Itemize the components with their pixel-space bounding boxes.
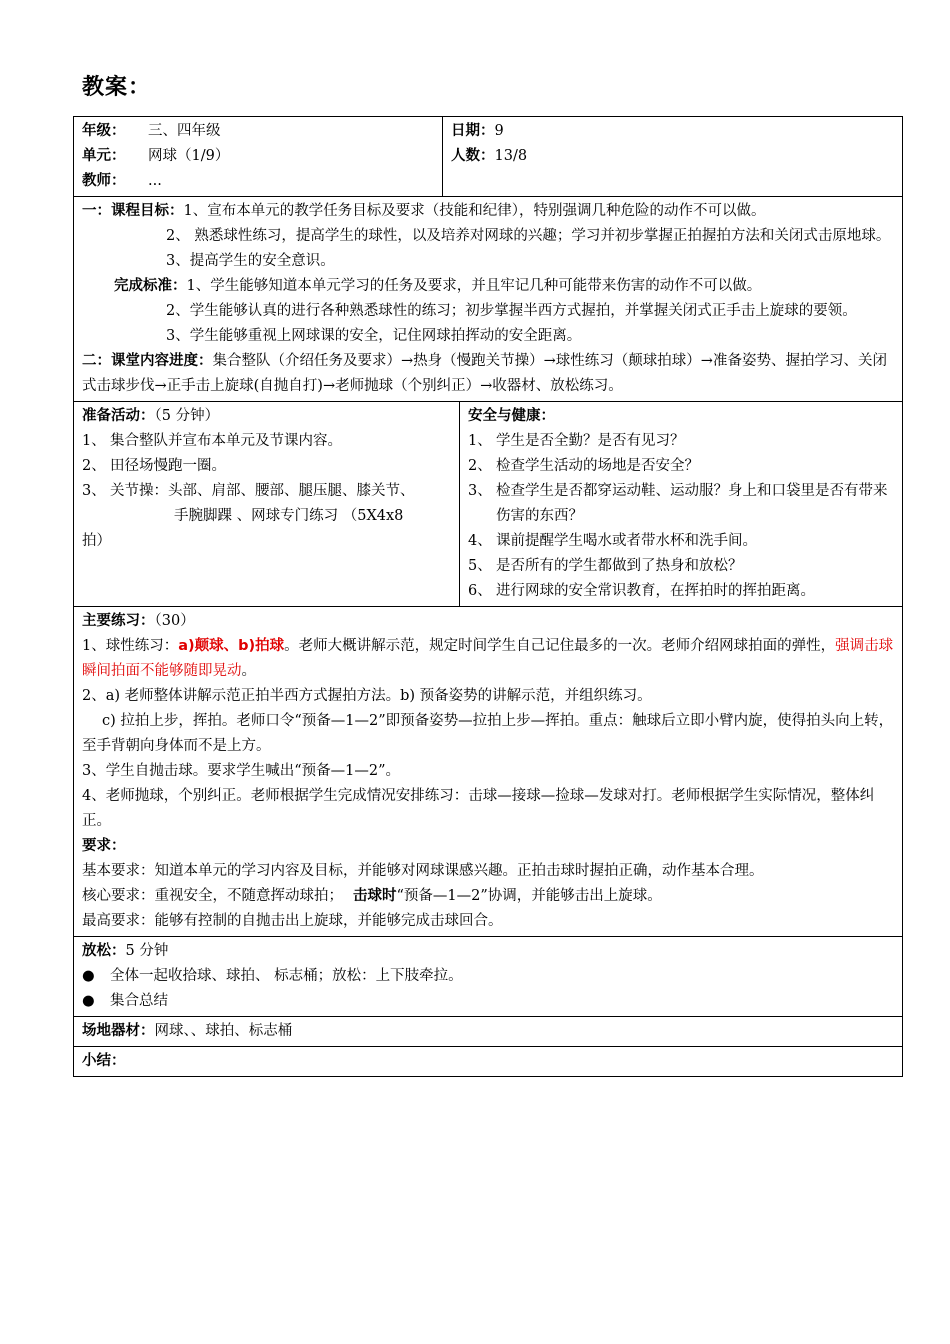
cooldown-item-1: ● 全体一起收拾球、球拍、 标志桶；放松：上下肢牵拉。 bbox=[82, 964, 896, 989]
standard-1: 1、学生能够知道本单元学习的任务及要求，并且牢记几种可能带来伤害的动作不可以做。 bbox=[186, 278, 762, 294]
bullet-icon: ● bbox=[82, 968, 95, 984]
cooldown-label: 放松： bbox=[82, 943, 126, 959]
equipment-value: 网球、、球拍、标志桶 bbox=[154, 1023, 293, 1039]
summary-cell bbox=[74, 1047, 903, 1077]
header-left-cell bbox=[74, 117, 443, 197]
main-practice-row bbox=[74, 607, 903, 937]
requirements-label: 要求： bbox=[82, 838, 126, 854]
course-goal-label: 一：课程目标： bbox=[82, 203, 184, 219]
count-label: 人数： bbox=[451, 148, 495, 164]
warmup-safety-row bbox=[74, 402, 903, 607]
warmup-item-2: 2、 田径场慢跑一圈。 bbox=[82, 458, 226, 474]
count-value: 13/8 bbox=[494, 148, 528, 164]
warmup-item-3: 3、 关节操：头部、肩部、腰部、腿压腿、膝关节、 bbox=[82, 483, 415, 499]
requirement-basic: 基本要求：知道本单元的学习内容及目标，并能够对网球课感兴趣。正拍击球时握拍正确，动作基本合理。 bbox=[82, 863, 764, 879]
date-label: 日期： bbox=[451, 123, 495, 139]
goals-row bbox=[74, 197, 903, 402]
standard-2: 2、学生能够认真的进行各种熟悉球性的练习；初步掌握半西方式握拍，并掌握关闭式正手击上旋球的要领。 bbox=[166, 303, 857, 319]
goal-1: 1、宣布本单元的教学任务目标及要求（技能和纪律），特别强调几种危险的动作不可以做。 bbox=[183, 203, 766, 219]
safety-item-1: 1、 学生是否全勤？是否有见习？ bbox=[468, 433, 685, 449]
safety-item-5: 5、 是否所有的学生都做到了热身和放松？ bbox=[468, 558, 743, 574]
header-right-cell bbox=[443, 117, 903, 197]
main-title: 主要练习： bbox=[82, 613, 155, 629]
equipment-label: 场地器材： bbox=[82, 1023, 155, 1039]
equipment-row bbox=[74, 1017, 903, 1047]
safety-item-2: 2、 检查学生活动的场地是否安全？ bbox=[468, 458, 699, 474]
safety-item-6: 6、 进行网球的安全常识教育，在挥拍时的挥拍距离。 bbox=[468, 583, 815, 599]
unit-value: 网球（1/9） bbox=[148, 148, 230, 164]
cooldown-item-2: ● 集合总结 bbox=[82, 989, 896, 1014]
main-practice-cell bbox=[74, 607, 903, 937]
main-item-1-warning: 强调击球瞬间拍面不能够随即晃动 bbox=[82, 638, 894, 679]
requirement-core: 核心要求：重视安全，不随意挥动球拍； 击球时“预备—1—2”协调，并能够击出上旋球。 bbox=[82, 888, 662, 904]
cooldown-row bbox=[74, 937, 903, 1017]
safety-item-3: 3、 检查学生是否都穿运动鞋、运动服？身上和口袋里是否有带来伤害的东西？ bbox=[468, 483, 888, 524]
warmup-item-3-cont: 手腕脚踝 、网球专门练习 （5X4x8 bbox=[174, 508, 404, 524]
grade-label: 年级： bbox=[82, 123, 126, 139]
safety-item-4: 4、 课前提醒学生喝水或者带水杯和洗手间。 bbox=[468, 533, 757, 549]
main-duration: （30） bbox=[154, 613, 195, 629]
page-title: 教案： bbox=[82, 75, 152, 100]
main-item-2c: c) 拉拍上步，挥拍。老师口令“预备—1—2”即预备姿势—拉拍上步—挥拍。重点：触球后立即小臂内旋，使得拍头向上转，至手背朝向身体而不是上方。 bbox=[82, 713, 894, 754]
summary-row bbox=[74, 1047, 903, 1077]
warmup-duration: （5 分钟） bbox=[154, 408, 220, 424]
progress-label: 二：课堂内容进度： bbox=[82, 353, 213, 369]
progress-text: 集合整队（介绍任务及要求）→热身（慢跑关节操）→球性练习（颠球拍球）→准备姿势、握拍学习、关闭式击球步伐→正手击上旋球(自抛自打)→老师抛球（个别纠正）→收器材、放松练习。 bbox=[82, 353, 887, 394]
warmup-item-3-tail: 拍） bbox=[82, 533, 111, 549]
goals-cell bbox=[74, 197, 903, 402]
unit-label: 单元： bbox=[82, 148, 126, 164]
standard-3: 3、学生能够重视上网球课的安全，记住网球拍挥动的安全距离。 bbox=[166, 328, 582, 344]
equipment-cell bbox=[74, 1017, 903, 1047]
warmup-cell bbox=[74, 402, 460, 607]
warmup-title: 准备活动： bbox=[82, 408, 155, 424]
standard-label: 完成标准： bbox=[114, 278, 187, 294]
main-item-4: 4、老师抛球，个别纠正。老师根据学生完成情况安排练习：击球—接球—捡球—发球对打。老师根据学生实际情况，整体纠正。 bbox=[82, 788, 875, 829]
goal-2: 2、 熟悉球性练习，提高学生的球性，以及培养对网球的兴趣；学习并初步掌握正拍握拍方法和关闭式击原地球。 bbox=[166, 228, 891, 244]
main-item-2: 2、a) 老师整体讲解示范正拍半西方式握拍方法。b) 预备姿势的讲解示范，并组织练习。 bbox=[82, 688, 652, 704]
safety-title: 安全与健康： bbox=[468, 408, 555, 424]
lesson-plan-table bbox=[73, 116, 903, 1077]
main-item-1: 1、球性练习：a)颠球、b)拍球。老师大概讲解示范，规定时间学生自己记住最多的一次。老师介绍网球拍面的弹性，强调击球瞬间拍面不能够随即晃动。 bbox=[82, 638, 894, 679]
warmup-item-1: 1、 集合整队并宣布本单元及节课内容。 bbox=[82, 433, 342, 449]
grade-value: 三、四年级 bbox=[148, 123, 221, 139]
main-item-3: 3、学生自抛击球。要求学生喊出“预备—1—2”。 bbox=[82, 763, 401, 779]
goal-3: 3、提高学生的安全意识。 bbox=[166, 253, 335, 269]
cooldown-duration: 5 分钟 bbox=[125, 943, 169, 959]
requirement-top: 最高要求：能够有控制的自抛击出上旋球，并能够完成击球回合。 bbox=[82, 913, 503, 929]
safety-cell bbox=[460, 402, 903, 607]
cooldown-cell bbox=[74, 937, 903, 1017]
summary-label: 小结： bbox=[82, 1053, 126, 1069]
header-row bbox=[74, 117, 903, 197]
date-value: 9 bbox=[494, 123, 504, 139]
main-item-1-highlight: a)颠球、b)拍球 bbox=[178, 638, 285, 654]
bullet-icon: ● bbox=[82, 993, 95, 1009]
teacher-value: ... bbox=[148, 173, 162, 189]
teacher-label: 教师： bbox=[82, 173, 126, 189]
